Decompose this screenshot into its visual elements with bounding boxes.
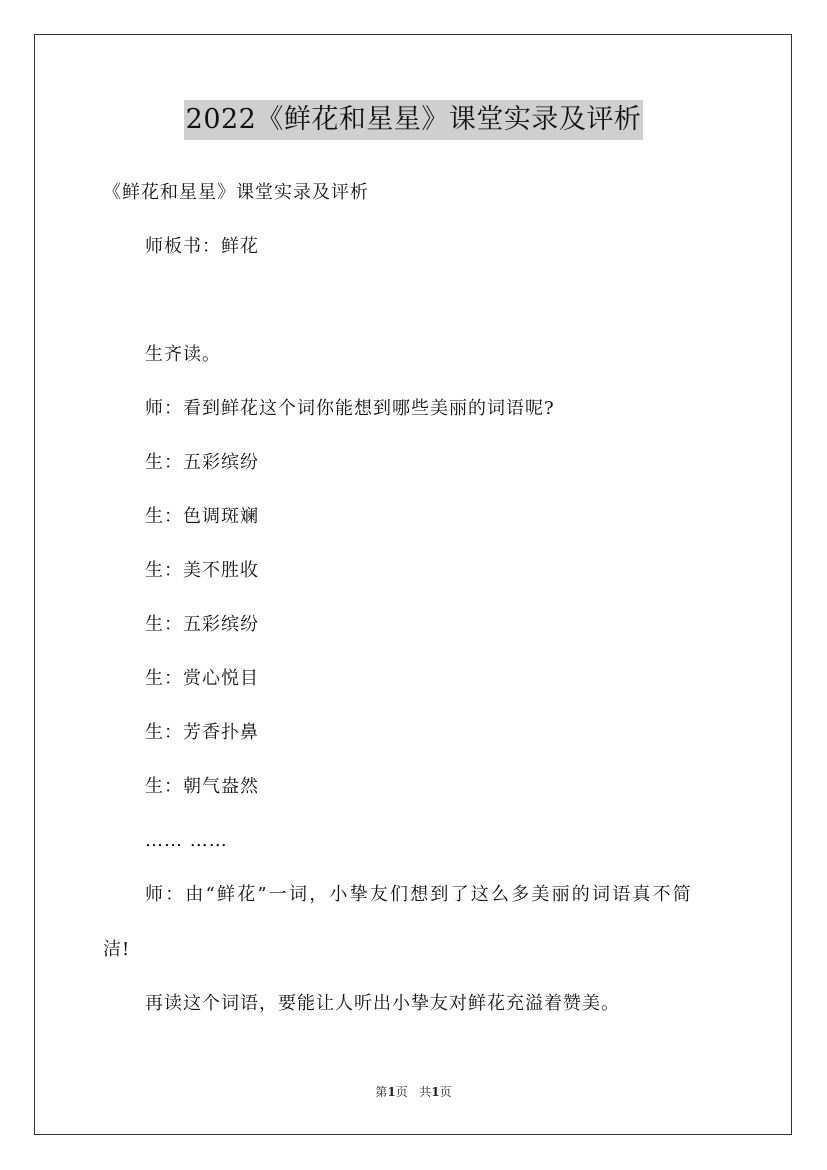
document-title: 2022《鲜花和星星》课堂实录及评析 <box>184 100 644 140</box>
paragraph: 生：五彩缤纷 <box>145 452 259 473</box>
ellipsis-line: …… …… <box>145 830 228 851</box>
paragraph-continuation: 洁! <box>103 939 131 960</box>
paragraph: 生：芳香扑鼻 <box>145 722 259 743</box>
paragraph: 师板书：鲜花 <box>145 236 259 257</box>
total-pages-label: 共1页 <box>419 1085 452 1099</box>
paragraph: 生齐读。 <box>145 344 221 365</box>
paragraph: 生：赏心悦目 <box>145 668 259 689</box>
page-label: 第1页 <box>375 1085 408 1099</box>
paragraph: 再读这个词语，要能让人听出小挚友对鲜花充溢着赞美。 <box>145 993 620 1014</box>
paragraph: 师：由“鲜花”一词，小挚友们想到了这么多美丽的词语真不简 <box>145 884 694 905</box>
paragraph: 生：朝气盎然 <box>145 776 259 797</box>
paragraph: 生：色调斑斓 <box>145 506 259 527</box>
title-container <box>0 100 827 140</box>
page-footer <box>0 1084 827 1100</box>
paragraph: 生：美不胜收 <box>145 560 259 581</box>
document-subtitle: 《鲜花和星星》课堂实录及评析 <box>103 182 369 203</box>
paragraph: 师：看到鲜花这个词你能想到哪些美丽的词语呢? <box>145 398 555 419</box>
page-number: 1 <box>387 1085 396 1099</box>
paragraph: 生：五彩缤纷 <box>145 614 259 635</box>
total-pages-number: 1 <box>431 1085 440 1099</box>
